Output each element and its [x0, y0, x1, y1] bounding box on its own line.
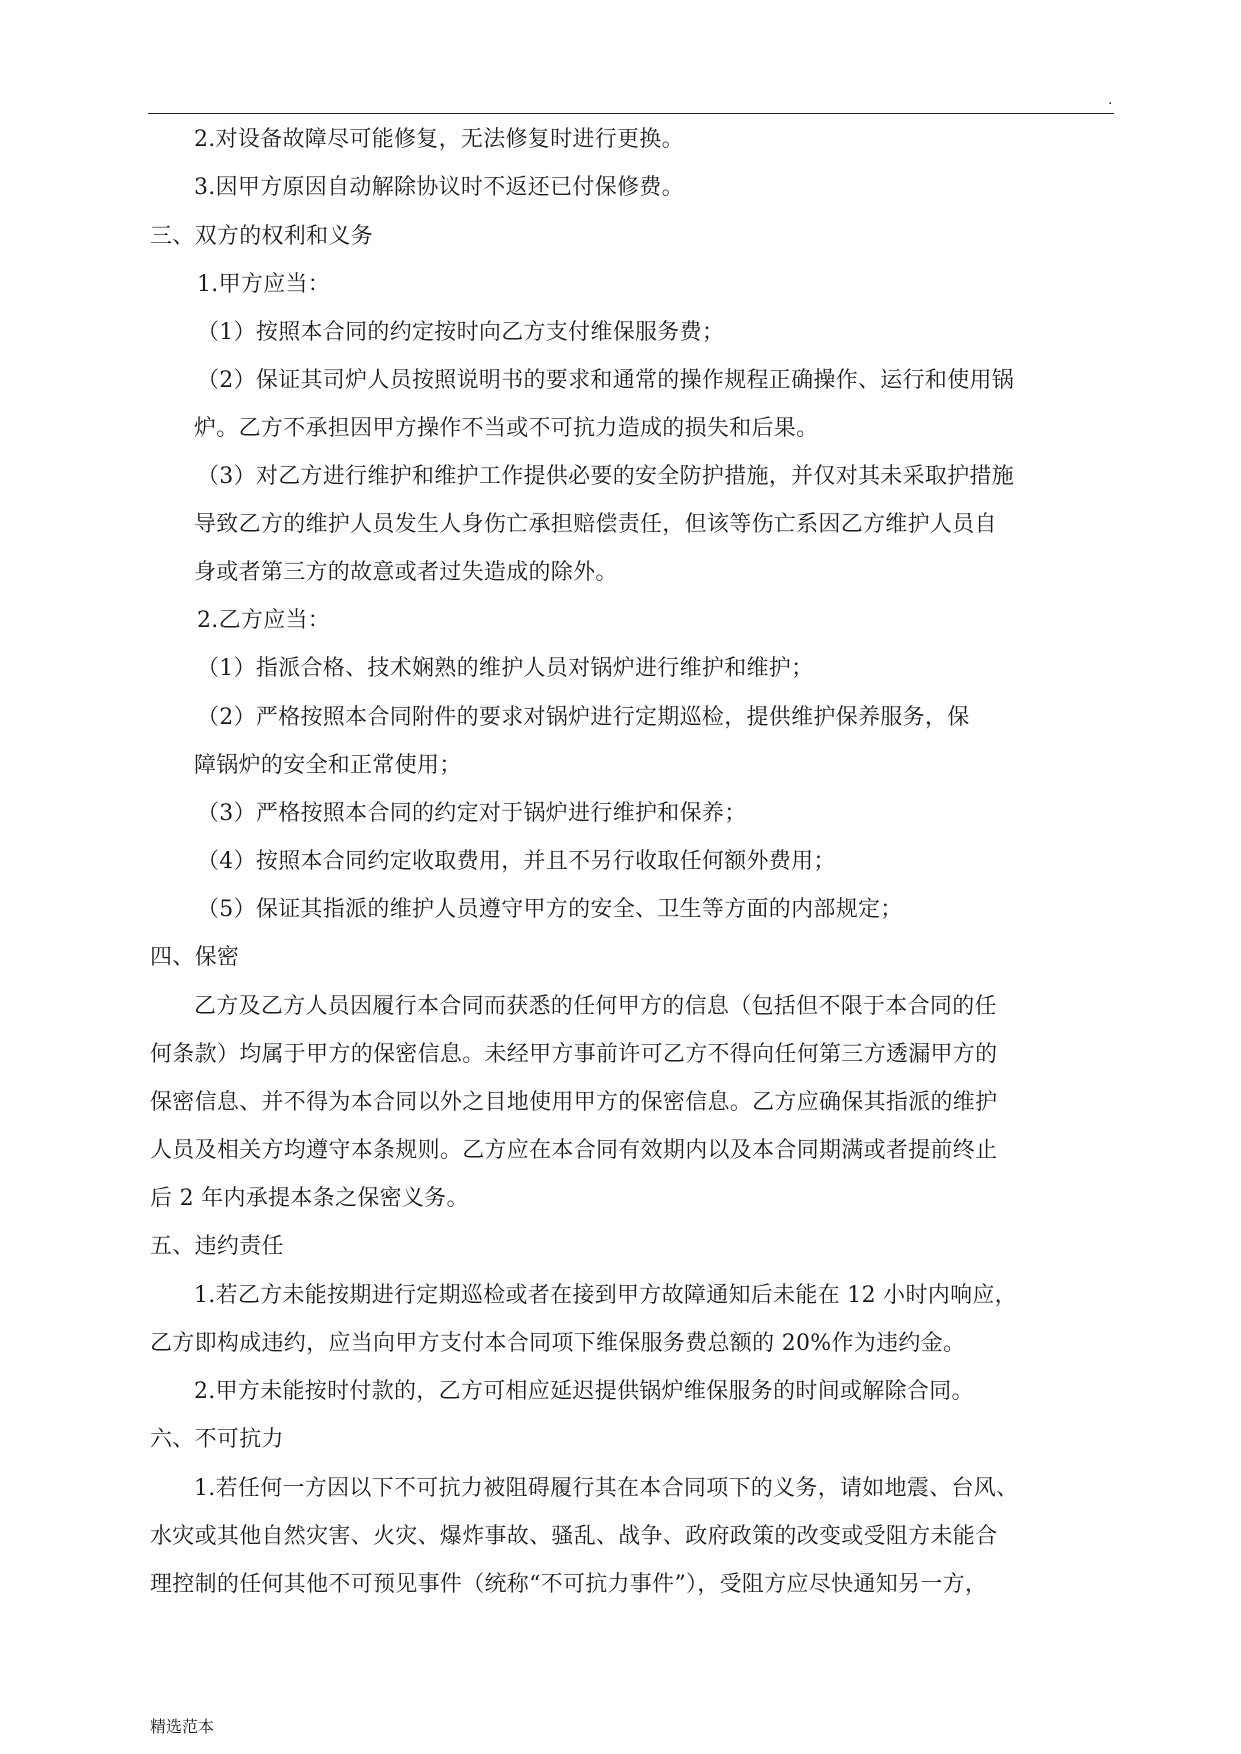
- text-line: （2）保证其司炉人员按照说明书的要求和通常的操作规程正确操作、运行和使用锅: [197, 368, 1015, 393]
- header-divider: [148, 113, 1114, 114]
- text-line: 保密信息、并不得为本合同以外之目地使用甲方的保密信息。乙方应确保其指派的维护: [150, 1090, 998, 1115]
- text-line: 3.因甲方原因自动解除协议时不返还已付保修费。: [194, 175, 684, 200]
- text-line: 2.对设备故障尽可能修复，无法修复时进行更换。: [194, 127, 684, 152]
- text-line: 理控制的任何其他不可预见事件（统称“不可抗力事件”），受阻方应尽快通知另一方，: [150, 1572, 988, 1597]
- section-heading: 三、双方的权利和义务: [150, 224, 374, 249]
- header-mark: .: [1108, 92, 1113, 108]
- text-line: （1）指派合格、技术娴熟的维护人员对锅炉进行维护和维护；: [197, 656, 814, 681]
- section-heading: 四、保密: [150, 945, 240, 970]
- text-line: （2）严格按照本合同附件的要求对锅炉进行定期巡检，提供维护保养服务，保: [197, 705, 970, 730]
- text-line: （1）按照本合同的约定按时向乙方支付维保服务费；: [197, 320, 725, 345]
- text-line: 炉。乙方不承担因甲方操作不当或不可抗力造成的损失和后果。: [194, 416, 819, 441]
- text-line: 1.若任何一方因以下不可抗力被阻碍履行其在本合同项下的义务，请如地震、台风、: [194, 1476, 1019, 1501]
- text-line: （3）严格按照本合同的约定对于锅炉进行维护和保养；: [197, 801, 747, 826]
- text-line: （5）保证其指派的维护人员遵守甲方的安全、卫生等方面的内部规定；: [197, 897, 903, 922]
- text-line: 导致乙方的维护人员发生人身伤亡承担赔偿责任，但该等伤亡系因乙方维护人员自: [194, 512, 997, 537]
- text-line: 1.若乙方未能按期进行定期巡检或者在接到甲方故障通知后未能在 12 小时内响应，: [194, 1283, 1017, 1308]
- text-line: 乙方及乙方人员因履行本合同而获悉的任何甲方的信息（包括但不限于本合同的任: [194, 994, 997, 1019]
- text-line: 2.乙方应当：: [197, 608, 331, 633]
- footer-label: 精选范本: [150, 1717, 215, 1736]
- text-line: 人员及相关方均遵守本条规则。乙方应在本合同有效期内以及本合同期满或者提前终止: [150, 1138, 998, 1163]
- text-line: 障锅炉的安全和正常使用；: [194, 753, 462, 778]
- text-line: 身或者第三方的故意或者过失造成的除外。: [194, 560, 618, 585]
- text-line: （4）按照本合同约定收取费用，并且不另行收取任何额外费用；: [197, 849, 836, 874]
- section-heading: 五、违约责任: [150, 1234, 284, 1259]
- text-line: （3）对乙方进行维护和维护工作提供必要的安全防护措施，并仅对其未采取护措施: [197, 464, 1015, 489]
- text-line: 后 2 年内承提本条之保密义务。: [150, 1186, 469, 1211]
- text-line: 1.甲方应当：: [197, 272, 331, 297]
- section-heading: 六、不可抗力: [150, 1427, 284, 1452]
- text-line: 水灾或其他自然灾害、火灾、爆炸事故、骚乱、战争、政府政策的改变或受阻方未能合: [150, 1524, 998, 1549]
- text-line: 乙方即构成违约，应当向甲方支付本合同项下维保服务费总额的 20%作为违约金。: [150, 1331, 966, 1356]
- text-line: 何条款）均属于甲方的保密信息。未经甲方事前许可乙方不得向任何第三方透漏甲方的: [150, 1042, 998, 1067]
- text-line: 2.甲方未能按时付款的，乙方可相应延迟提供锅炉维保服务的时间或解除合同。: [194, 1379, 974, 1404]
